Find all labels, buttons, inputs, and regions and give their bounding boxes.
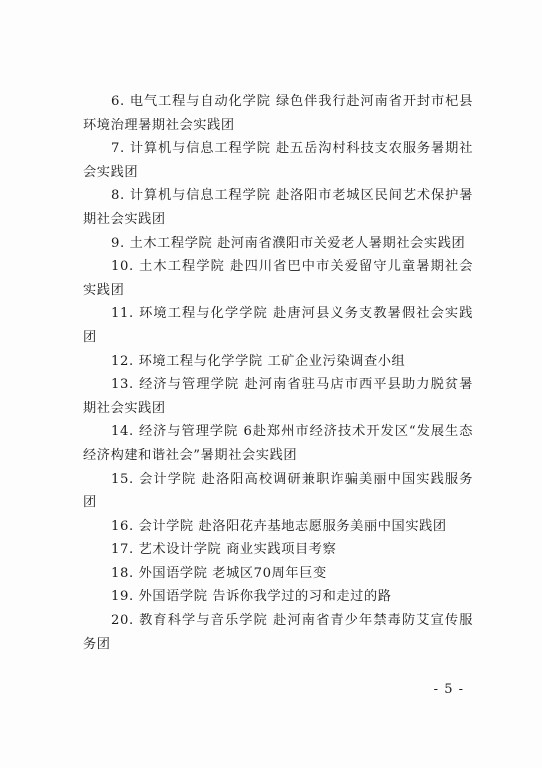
item-list	[83, 90, 473, 656]
list-item: 20. 教育科学与音乐学院 赴河南省青少年禁毒防艾宣传服务团	[83, 613, 473, 652]
page-number: - 5 -	[433, 682, 464, 697]
list-item: 16. 会计学院 赴洛阳花卉基地志愿服务美丽中国实践团	[111, 518, 447, 534]
list-item: 7. 计算机与信息工程学院 赴五岳沟村科技支农服务暑期社会实践团	[83, 141, 473, 180]
list-item: 13. 经济与管理学院 赴河南省驻马店市西平县助力脱贫暑期社会实践团	[83, 377, 473, 416]
list-item: 14. 经济与管理学院 6赴郑州市经济技术开发区“发展生态经济构建和谐社会”暑期社会实践团	[83, 424, 473, 463]
list-item: 8. 计算机与信息工程学院 赴洛阳市老城区民间艺术保护暑期社会实践团	[83, 188, 473, 227]
list-item: 11. 环境工程与化学学院 赴唐河县义务支教暑假社会实践团	[83, 306, 473, 345]
list-item: 15. 会计学院 赴洛阳高校调研兼职诈骗美丽中国实践服务团	[83, 471, 473, 511]
list-item: 10. 土木工程学院 赴四川省巴中市关爱留守儿童暑期社会实践团	[83, 259, 473, 298]
list-item: 9. 土木工程学院 赴河南省濮阳市关爱老人暑期社会实践团	[111, 235, 466, 251]
list-item: 17. 艺术设计学院 商业实践项目考察	[111, 542, 337, 558]
list-item: 12. 环境工程与化学学院 工矿企业污染调查小组	[111, 353, 406, 369]
list-item: 18. 外国语学院 老城区70周年巨变	[111, 565, 327, 581]
list-item: 6. 电气工程与自动化学院 绿色伴我行赴河南省开封市杞县环境治理暑期社会实践团	[83, 94, 473, 133]
list-item: 19. 外国语学院 告诉你我学过的习和走过的路	[111, 589, 392, 605]
